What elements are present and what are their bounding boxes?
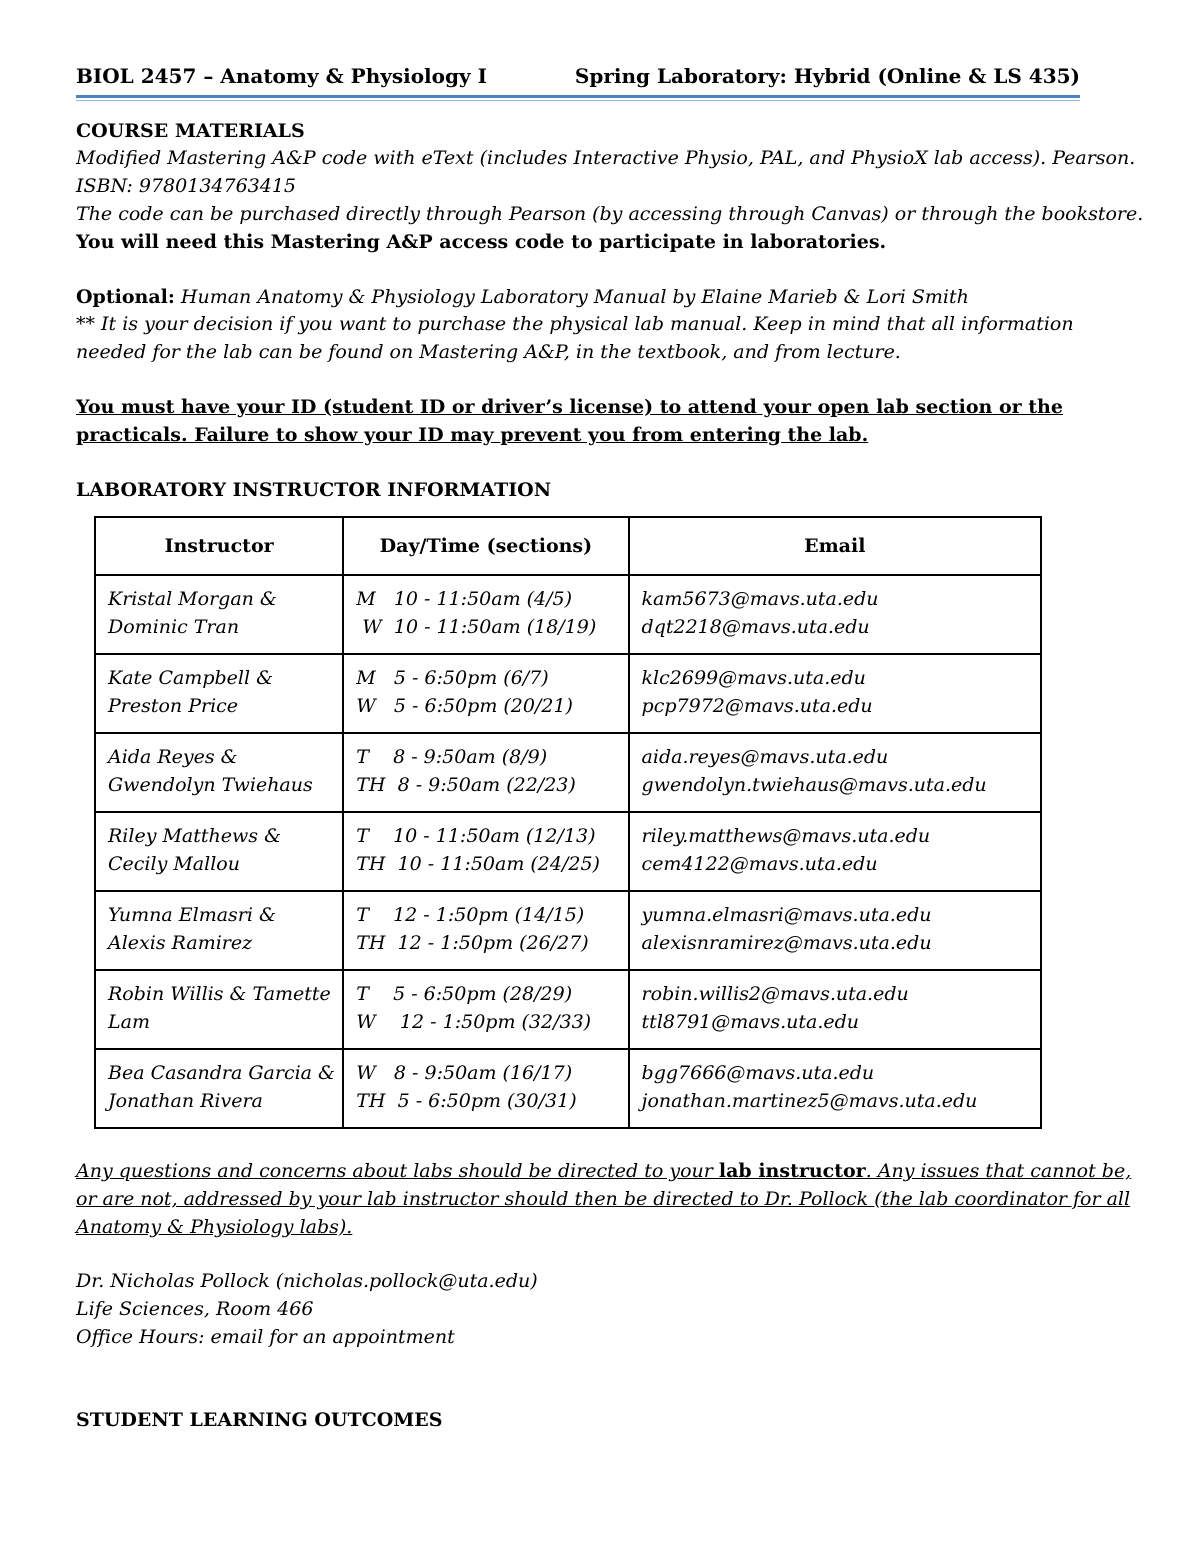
instructor-info-heading: LABORATORY INSTRUCTOR INFORMATION [76, 479, 552, 501]
email-address: kam5673@mavs.uta.edu [641, 588, 879, 610]
email-cell [629, 733, 1041, 812]
optional-note-2: needed for the lab can be found on Mastering A&P, in the textbook, and from lecture. [76, 341, 901, 363]
instructor-name: Dominic Tran [108, 616, 240, 638]
table-row [95, 812, 1041, 891]
email-address: riley.matthews@mavs.uta.edu [641, 825, 931, 847]
lab-title: Spring Laboratory: Hybrid (Online & LS 435) [574, 64, 1080, 88]
learning-outcomes-heading: STUDENT LEARNING OUTCOMES [76, 1409, 443, 1431]
daytime-cell [343, 970, 628, 1049]
section-time: T 10 - 11:50am (12/13) [356, 825, 596, 847]
materials-required-note: You will need this Mastering A&P access code to participate in laboratories. [76, 231, 887, 253]
daytime-cell [343, 733, 628, 812]
daytime-cell [343, 575, 628, 654]
instructor-name: Yumna Elmasri & [108, 904, 276, 926]
column-header-instructor: Instructor [95, 517, 343, 575]
column-header-email: Email [629, 517, 1041, 575]
instructor-name: Bea Casandra Garcia & [108, 1062, 335, 1084]
instructor-name: Preston Price [108, 695, 239, 717]
instructor-name: Riley Matthews & [108, 825, 281, 847]
materials-isbn: ISBN: 9780134763415 [76, 175, 297, 197]
questions-line-2: or are not, addressed by your lab instructor should then be directed to Dr. Pollock (the lab coordinator for all [76, 1188, 1131, 1210]
section-time: TH 8 - 9:50am (22/23) [356, 774, 576, 796]
section-time: M 10 - 11:50am (4/5) [356, 588, 573, 610]
coordinator-room: Life Sciences, Room 466 [76, 1298, 314, 1320]
email-address: cem4122@mavs.uta.edu [641, 853, 878, 875]
email-address: alexisnramirez@mavs.uta.edu [641, 932, 932, 954]
instructor-name: Jonathan Rivera [108, 1090, 263, 1112]
section-time: M 5 - 6:50pm (6/7) [356, 667, 549, 689]
instructor-cell [95, 812, 343, 891]
instructor-name: Robin Willis & Tamette [108, 983, 331, 1005]
column-header-daytime: Day/Time (sections) [343, 517, 628, 575]
instructor-cell [95, 970, 343, 1049]
coordinator-contact: Dr. Nicholas Pollock (nicholas.pollock@uta.edu) [76, 1270, 538, 1292]
email-address: jonathan.martinez5@mavs.uta.edu [641, 1090, 978, 1112]
section-time: W 10 - 11:50am (18/19) [356, 616, 597, 638]
optional-text: Human Anatomy & Physiology Laboratory Manual by Elaine Marieb & Lori Smith [174, 286, 969, 308]
table-header-row [95, 517, 1041, 575]
table-row [95, 575, 1041, 654]
course-materials-heading: COURSE MATERIALS [76, 120, 305, 142]
email-cell [629, 970, 1041, 1049]
section-time: TH 12 - 1:50pm (26/27) [356, 932, 589, 954]
optional-line [76, 284, 969, 310]
section-time: TH 10 - 11:50am (24/25) [356, 853, 600, 875]
questions-text: . Any issues that cannot be, [865, 1160, 1132, 1182]
section-time: W 8 - 9:50am (16/17) [356, 1062, 573, 1084]
section-time: T 12 - 1:50pm (14/15) [356, 904, 585, 926]
instructor-name: Aida Reyes & [108, 746, 238, 768]
daytime-cell [343, 1049, 628, 1128]
instructor-cell [95, 1049, 343, 1128]
optional-label: Optional: [76, 286, 175, 308]
section-time: TH 5 - 6:50pm (30/31) [356, 1090, 577, 1112]
materials-line-3: The code can be purchased directly through Pearson (by accessing through Canvas) or through the bookstore. [76, 203, 1144, 225]
section-time: T 5 - 6:50pm (28/29) [356, 983, 573, 1005]
email-address: dqt2218@mavs.uta.edu [641, 616, 870, 638]
table-row [95, 1049, 1041, 1128]
questions-line-1 [76, 1158, 1131, 1184]
questions-line-3: Anatomy & Physiology labs). [76, 1216, 353, 1238]
email-address: pcp7972@mavs.uta.edu [641, 695, 873, 717]
daytime-cell [343, 654, 628, 733]
email-cell [629, 891, 1041, 970]
instructor-cell [95, 654, 343, 733]
instructor-name: Lam [108, 1011, 150, 1033]
email-address: yumna.elmasri@mavs.uta.edu [641, 904, 932, 926]
table-row [95, 733, 1041, 812]
section-time: W 5 - 6:50pm (20/21) [356, 695, 573, 717]
daytime-cell [343, 891, 628, 970]
optional-note-1: ** It is your decision if you want to purchase the physical lab manual. Keep in mind that all information [76, 313, 1074, 335]
materials-line-1: Modified Mastering A&P code with eText (includes Interactive Physio, PAL, and PhysioX lab access). Pearson. [76, 147, 1136, 169]
email-address: aida.reyes@mavs.uta.edu [641, 746, 889, 768]
table-row [95, 891, 1041, 970]
table-row [95, 654, 1041, 733]
header-rule-thin [76, 100, 1080, 101]
instructor-table [94, 516, 1042, 1129]
email-address: robin.willis2@mavs.uta.edu [641, 983, 909, 1005]
instructor-cell [95, 891, 343, 970]
questions-text: Any questions and concerns about labs should be directed to your [76, 1160, 719, 1182]
instructor-cell [95, 733, 343, 812]
course-title: BIOL 2457 – Anatomy & Physiology I [76, 64, 487, 88]
table-row [95, 970, 1041, 1049]
email-cell [629, 1049, 1041, 1128]
email-cell [629, 654, 1041, 733]
email-address: gwendolyn.twiehaus@mavs.uta.edu [641, 774, 987, 796]
section-time: W 12 - 1:50pm (32/33) [356, 1011, 592, 1033]
instructor-name: Gwendolyn Twiehaus [108, 774, 313, 796]
instructor-name: Cecily Mallou [108, 853, 240, 875]
email-address: klc2699@mavs.uta.edu [641, 667, 866, 689]
instructor-cell [95, 575, 343, 654]
instructor-name: Alexis Ramirez [108, 932, 253, 954]
instructor-name: Kristal Morgan & [108, 588, 277, 610]
instructor-name: Kate Campbell & [108, 667, 273, 689]
questions-emphasis: lab instructor [718, 1160, 866, 1182]
email-address: bgg7666@mavs.uta.edu [641, 1062, 875, 1084]
email-address: ttl8791@mavs.uta.edu [641, 1011, 859, 1033]
id-warning-1: You must have your ID (student ID or driver’s license) to attend your open lab section or the [76, 396, 1063, 418]
page-header [76, 64, 1080, 92]
daytime-cell [343, 812, 628, 891]
coordinator-hours: Office Hours: email for an appointment [76, 1326, 455, 1348]
section-time: T 8 - 9:50am (8/9) [356, 746, 548, 768]
header-rule [76, 95, 1080, 98]
email-cell [629, 812, 1041, 891]
id-warning-2: practicals. Failure to show your ID may prevent you from entering the lab. [76, 424, 869, 446]
email-cell [629, 575, 1041, 654]
